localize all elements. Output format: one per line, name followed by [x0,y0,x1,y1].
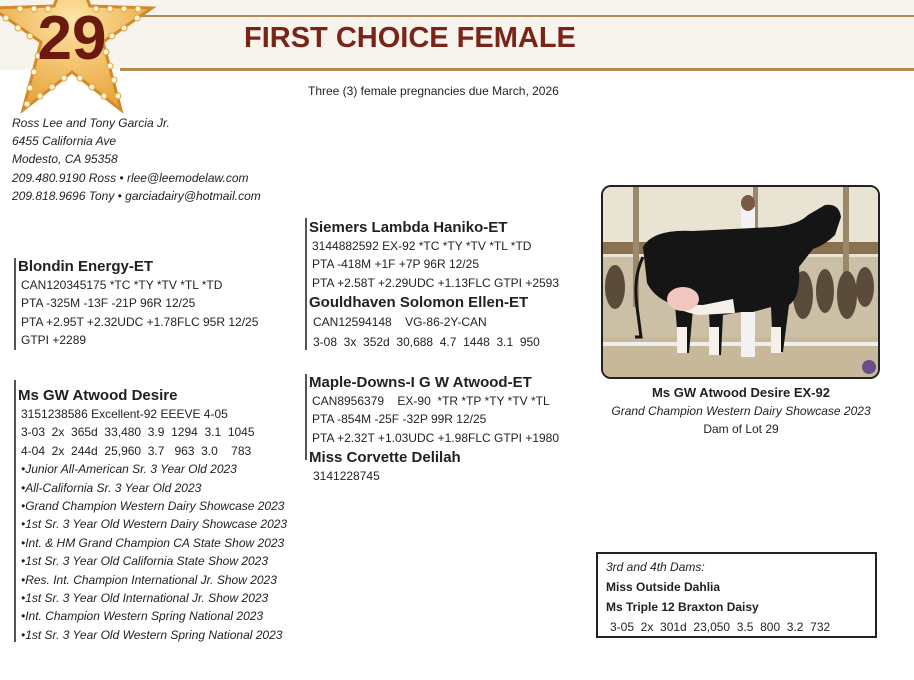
sire-line: GTPI +2289 [21,333,87,348]
sire-sire-line: 3144882592 EX-92 *TC *TY *TV *TL *TD [312,239,532,253]
dam-bracket [14,380,16,642]
dam-dam-name: Miss Corvette Delilah [309,449,461,466]
cow-photo [601,185,880,379]
caption-name: Ms GW Atwood Desire EX-92 [652,385,830,400]
dam-sire-line: PTA -854M -25F -32P 99R 12/25 [312,412,487,427]
dam-sire-line: CAN8956379 EX-90 *TR *TP *TY *TV *TL [312,394,550,408]
dam-honor: •1st Sr. 3 Year Old California State Show 2023 [21,554,269,569]
lot-number: 29 [37,4,107,73]
third-fourth-dams-box [596,552,877,638]
dam-honor: •1st Sr. 3 Year Old Western Spring National 2023 [21,627,283,642]
dam-honor: •All-California Sr. 3 Year Old 2023 [21,480,202,495]
header-rule-top [120,15,914,17]
owner-contact [12,114,261,205]
fourth-dam-record: 3-05 2x 301d 23,050 3.5 800 3.2 732 [610,620,831,634]
dam-honor: •1st Sr. 3 Year Old Western Dairy Showcase 2023 [21,517,288,532]
cow-photo-illustration [603,187,878,377]
page-subtitle: Three (3) female pregnancies due March, 2026 [308,84,559,98]
dam-sire-block [309,373,559,447]
dam-sire-line: PTA +2.32T +1.03UDC +1.98FLC GTPI +1980 [312,430,560,445]
owner-city: Modesto, CA 95358 [12,152,118,167]
dam-sire-name: Maple-Downs-I G W Atwood-ET [309,374,532,391]
sire-sire-block [309,218,559,292]
caption-award: Grand Champion Western Dairy Showcase 2023 [611,404,871,418]
sire-block [18,257,258,350]
sire-dam-name: Gouldhaven Solomon Ellen-ET [309,294,529,311]
owner-names: Ross Lee and Tony Garcia Jr. [12,116,170,130]
sire-dam-block [309,293,540,352]
dam-honor: •Int. & HM Grand Champion CA State Show 2023 [21,535,285,550]
sire-line: PTA -325M -13F -21P 96R 12/25 [21,296,196,311]
dam-honor: •Int. Champion Western Spring National 2023 [21,609,264,624]
dam-name: Ms GW Atwood Desire [18,387,178,404]
sire-pedigree-bracket [305,218,307,350]
sire-dam-line: CAN12594148 VG-86-2Y-CAN [313,315,487,329]
sire-name: Blondin Energy-ET [18,258,153,275]
sire-sire-name: Siemers Lambda Haniko-ET [309,219,508,236]
dam-block [18,386,287,644]
dam-honor: •Res. Int. Champion International Jr. Show 2023 [21,572,277,587]
dam-dam-line: 3141228745 [313,469,380,483]
third-dam-name: Miss Outside Dahlia [606,580,721,594]
header-rule-bottom [120,68,914,71]
fourth-dam-name: Ms Triple 12 Braxton Daisy [606,600,759,614]
dam-honor: •Grand Champion Western Dairy Showcase 2023 [21,499,285,514]
dam-dam-block [309,448,461,485]
sire-sire-line: PTA -418M +1F +7P 96R 12/25 [312,257,479,272]
dam-honor: •1st Sr. 3 Year Old International Jr. Show 2023 [21,591,269,606]
sire-dam-line: 3-08 3x 352d 30,688 4.7 1448 3.1 950 [313,335,540,349]
page-title: FIRST CHOICE FEMALE [244,22,576,54]
caption-note: Dam of Lot 29 [703,422,779,436]
owner-phone-tony: 209.818.9696 Tony • garciadairy@hotmail.com [12,188,261,203]
owner-street: 6455 California Ave [12,134,117,149]
photo-caption [601,384,881,438]
dam-honor: •Junior All-American Sr. 3 Year Old 2023 [21,462,237,477]
sire-line: PTA +2.95T +2.32UDC +1.78FLC 95R 12/25 [21,314,259,329]
sire-line: CAN120345175 *TC *TY *TV *TL *TD [21,278,223,292]
sire-sire-line: PTA +2.58T +2.29UDC +1.13FLC GTPI +2593 [312,275,560,290]
dam-line: 3151238586 Excellent-92 EEEVE 4-05 [21,407,228,421]
owner-phone-ross: 209.480.9190 Ross • rlee@leemodelaw.com [12,170,249,185]
dam-line: 3-03 2x 365d 33,480 3.9 1294 3.1 1045 [21,425,255,440]
sire-bracket [14,258,16,350]
dams-heading: 3rd and 4th Dams: [606,560,705,574]
dam-line: 4-04 2x 244d 25,960 3.7 963 3.0 783 [21,443,252,458]
dam-pedigree-bracket [305,374,307,460]
